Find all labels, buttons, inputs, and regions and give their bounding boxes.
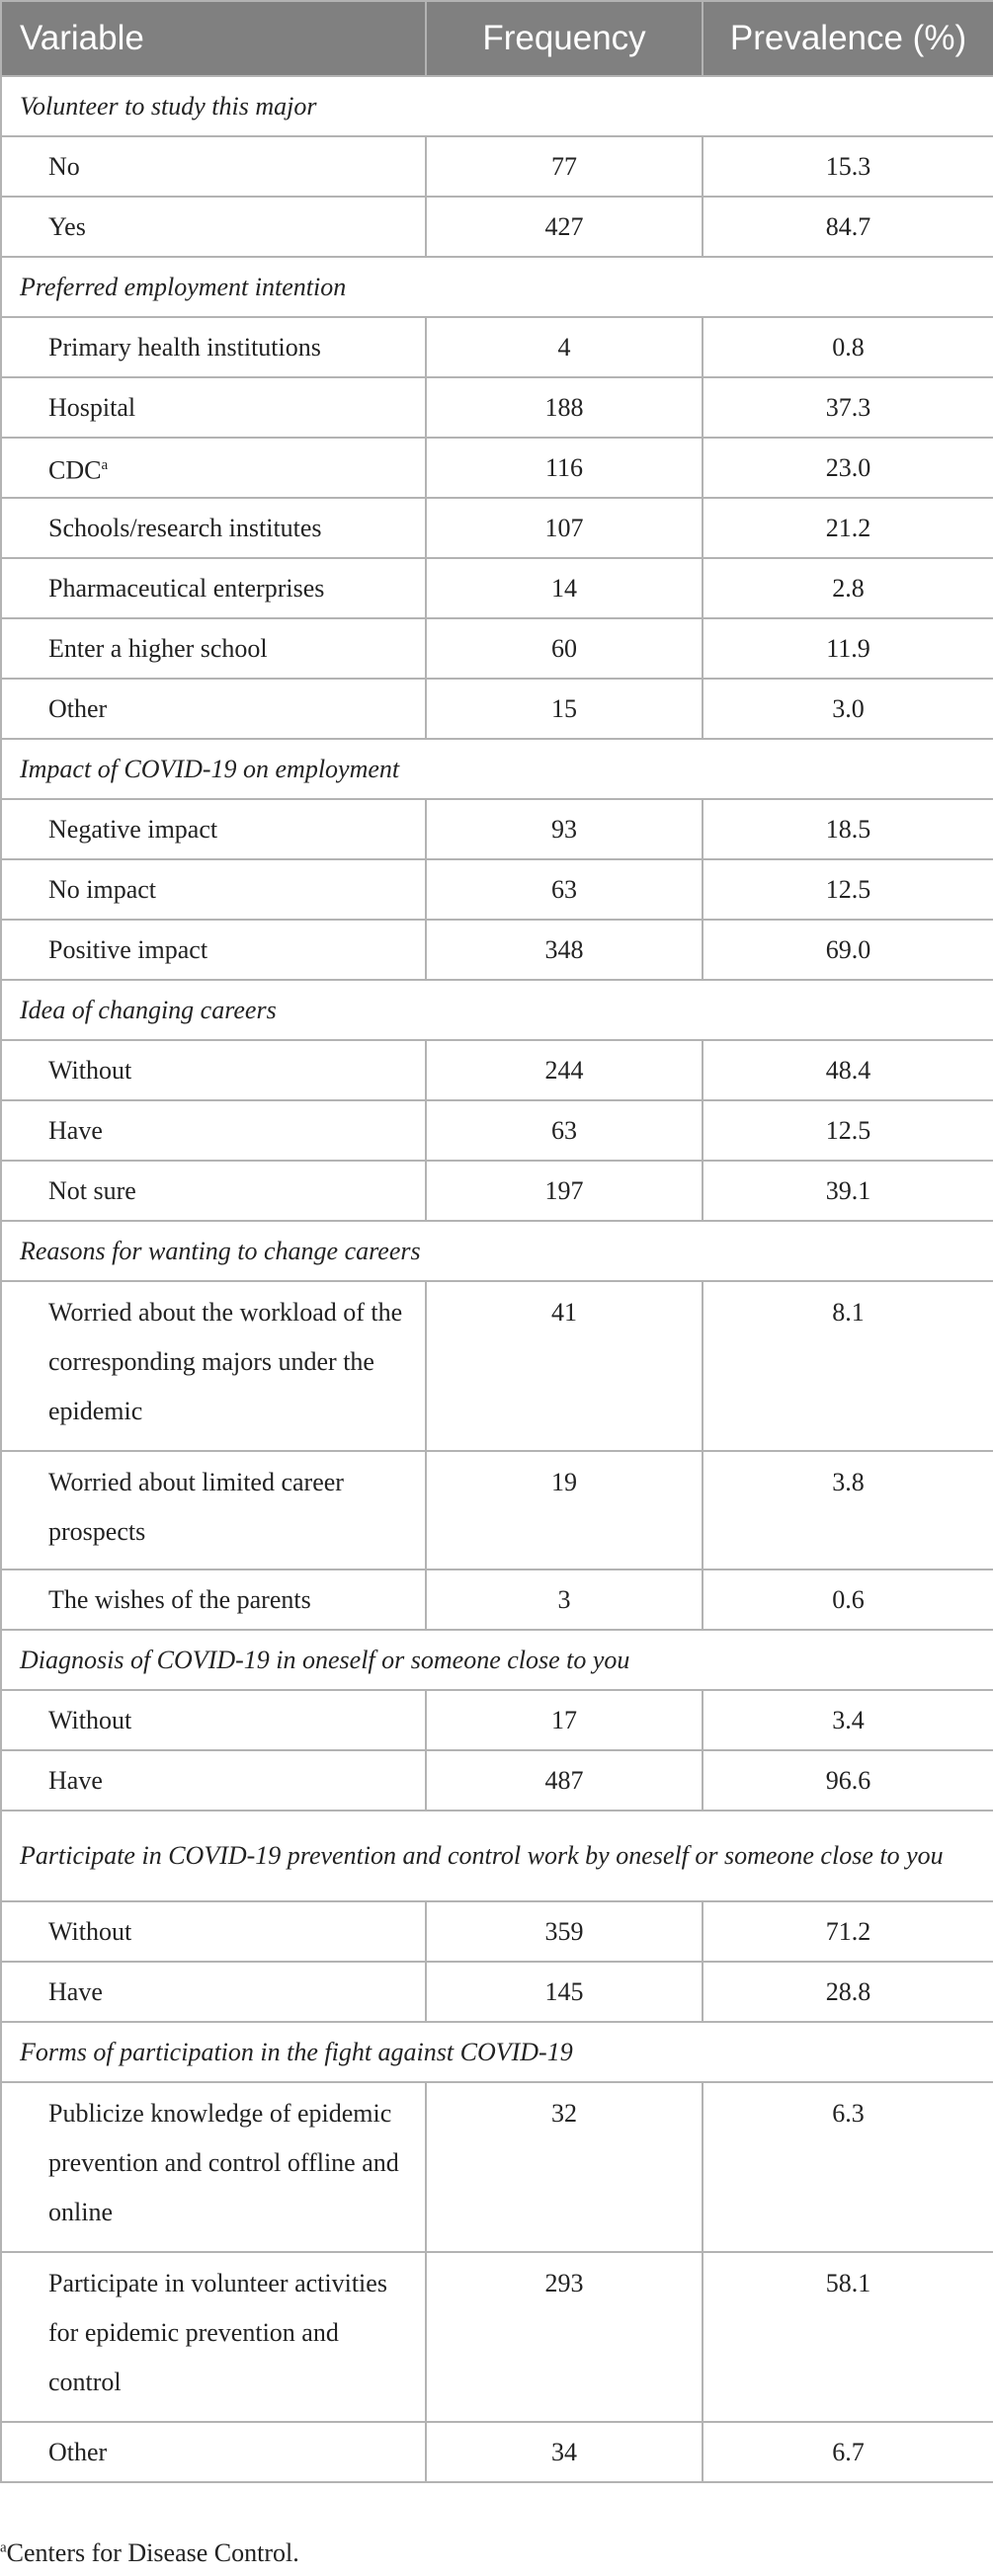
row-label: Without	[1, 1690, 426, 1750]
row-prevalence: 3.4	[703, 1690, 993, 1750]
row-label: Participate in volunteer activities for epidemic prevention and control	[1, 2252, 426, 2422]
row-frequency: 15	[426, 679, 703, 739]
row-prevalence: 6.3	[703, 2082, 993, 2252]
row-frequency: 3	[426, 1570, 703, 1630]
row-label: No	[1, 136, 426, 197]
row-prevalence: 2.8	[703, 558, 993, 618]
table-row	[1, 1962, 993, 2022]
row-label: Negative impact	[1, 799, 426, 859]
row-label: Worried about the workload of the corresponding majors under the epidemic	[1, 1281, 426, 1451]
section-title: Participate in COVID-19 prevention and control work by oneself or someone close to you	[1, 1811, 993, 1901]
row-label: Enter a higher school	[1, 618, 426, 679]
row-label: Without	[1, 1901, 426, 1962]
table-row	[1, 197, 993, 257]
row-label: Primary health institutions	[1, 317, 426, 377]
row-frequency: 244	[426, 1040, 703, 1100]
table-row	[1, 2422, 993, 2482]
row-label: Positive impact	[1, 920, 426, 980]
footnote	[0, 2538, 299, 2568]
row-prevalence: 6.7	[703, 2422, 993, 2482]
section-row	[1, 739, 993, 799]
row-prevalence: 23.0	[703, 438, 993, 498]
table-row	[1, 377, 993, 438]
row-prevalence: 69.0	[703, 920, 993, 980]
footnote-text: Centers for Disease Control.	[6, 2538, 299, 2567]
row-frequency: 197	[426, 1161, 703, 1221]
row-frequency: 93	[426, 799, 703, 859]
section-title: Preferred employment intention	[1, 257, 993, 317]
section-title: Forms of participation in the fight against COVID-19	[1, 2022, 993, 2082]
header-variable: Variable	[1, 1, 426, 76]
row-prevalence: 28.8	[703, 1962, 993, 2022]
section-title: Reasons for wanting to change careers	[1, 1221, 993, 1281]
table-row	[1, 1281, 993, 1451]
row-frequency: 188	[426, 377, 703, 438]
table-row	[1, 1570, 993, 1630]
row-prevalence: 12.5	[703, 1100, 993, 1161]
row-label: Have	[1, 1962, 426, 2022]
table-row	[1, 317, 993, 377]
row-label-text: CDC	[48, 455, 102, 485]
table-row	[1, 1100, 993, 1161]
row-prevalence: 48.4	[703, 1040, 993, 1100]
table-row	[1, 2082, 993, 2252]
row-label: The wishes of the parents	[1, 1570, 426, 1630]
row-frequency: 487	[426, 1750, 703, 1811]
table-row	[1, 1040, 993, 1100]
table-row	[1, 2252, 993, 2422]
row-label	[1, 438, 426, 498]
row-label: Hospital	[1, 377, 426, 438]
row-label: Have	[1, 1750, 426, 1811]
row-frequency: 145	[426, 1962, 703, 2022]
row-label: No impact	[1, 859, 426, 920]
row-frequency: 34	[426, 2422, 703, 2482]
row-frequency: 4	[426, 317, 703, 377]
row-frequency: 116	[426, 438, 703, 498]
table-row	[1, 1451, 993, 1570]
row-label: Yes	[1, 197, 426, 257]
row-prevalence: 71.2	[703, 1901, 993, 1962]
row-label: Pharmaceutical enterprises	[1, 558, 426, 618]
table-row	[1, 438, 993, 498]
row-frequency: 19	[426, 1451, 703, 1570]
section-row	[1, 2022, 993, 2082]
row-prevalence: 58.1	[703, 2252, 993, 2422]
row-prevalence: 15.3	[703, 136, 993, 197]
row-label: Other	[1, 2422, 426, 2482]
row-frequency: 348	[426, 920, 703, 980]
row-prevalence: 21.2	[703, 498, 993, 558]
table-row	[1, 1690, 993, 1750]
row-frequency: 359	[426, 1901, 703, 1962]
row-prevalence: 3.8	[703, 1451, 993, 1570]
table-row	[1, 558, 993, 618]
row-prevalence: 84.7	[703, 197, 993, 257]
row-prevalence: 0.6	[703, 1570, 993, 1630]
section-row	[1, 1221, 993, 1281]
section-row	[1, 1811, 993, 1901]
table-row	[1, 679, 993, 739]
row-prevalence: 0.8	[703, 317, 993, 377]
section-title: Idea of changing careers	[1, 980, 993, 1040]
row-prevalence: 8.1	[703, 1281, 993, 1451]
row-frequency: 63	[426, 1100, 703, 1161]
row-frequency: 77	[426, 136, 703, 197]
header-prevalence: Prevalence (%)	[703, 1, 993, 76]
table-row	[1, 618, 993, 679]
table-row	[1, 799, 993, 859]
header-row	[1, 1, 993, 76]
section-title: Impact of COVID-19 on employment	[1, 739, 993, 799]
row-label: Without	[1, 1040, 426, 1100]
row-label: Worried about limited career prospects	[1, 1451, 426, 1570]
row-frequency: 32	[426, 2082, 703, 2252]
row-frequency: 14	[426, 558, 703, 618]
table-row	[1, 498, 993, 558]
table-row	[1, 136, 993, 197]
table-row	[1, 1750, 993, 1811]
header-frequency: Frequency	[426, 1, 703, 76]
row-frequency: 293	[426, 2252, 703, 2422]
row-frequency: 427	[426, 197, 703, 257]
table-row	[1, 859, 993, 920]
row-prevalence: 37.3	[703, 377, 993, 438]
section-title: Diagnosis of COVID-19 in oneself or someone close to you	[1, 1630, 993, 1690]
section-row	[1, 76, 993, 136]
row-prevalence: 96.6	[703, 1750, 993, 1811]
table-row	[1, 1901, 993, 1962]
row-prevalence: 3.0	[703, 679, 993, 739]
section-row	[1, 1630, 993, 1690]
row-prevalence: 11.9	[703, 618, 993, 679]
footnote-marker: a	[0, 2539, 7, 2556]
row-label: Not sure	[1, 1161, 426, 1221]
section-row	[1, 257, 993, 317]
row-label: Other	[1, 679, 426, 739]
row-prevalence: 18.5	[703, 799, 993, 859]
row-label: Have	[1, 1100, 426, 1161]
table-row	[1, 1161, 993, 1221]
row-label: Schools/research institutes	[1, 498, 426, 558]
row-frequency: 60	[426, 618, 703, 679]
row-frequency: 17	[426, 1690, 703, 1750]
row-frequency: 107	[426, 498, 703, 558]
row-prevalence: 12.5	[703, 859, 993, 920]
section-title: Volunteer to study this major	[1, 76, 993, 136]
row-frequency: 41	[426, 1281, 703, 1451]
footnote-marker: a	[101, 456, 109, 473]
row-prevalence: 39.1	[703, 1161, 993, 1221]
section-row	[1, 980, 993, 1040]
row-label: Publicize knowledge of epidemic prevention and control offline and online	[1, 2082, 426, 2252]
table-row	[1, 920, 993, 980]
row-frequency: 63	[426, 859, 703, 920]
